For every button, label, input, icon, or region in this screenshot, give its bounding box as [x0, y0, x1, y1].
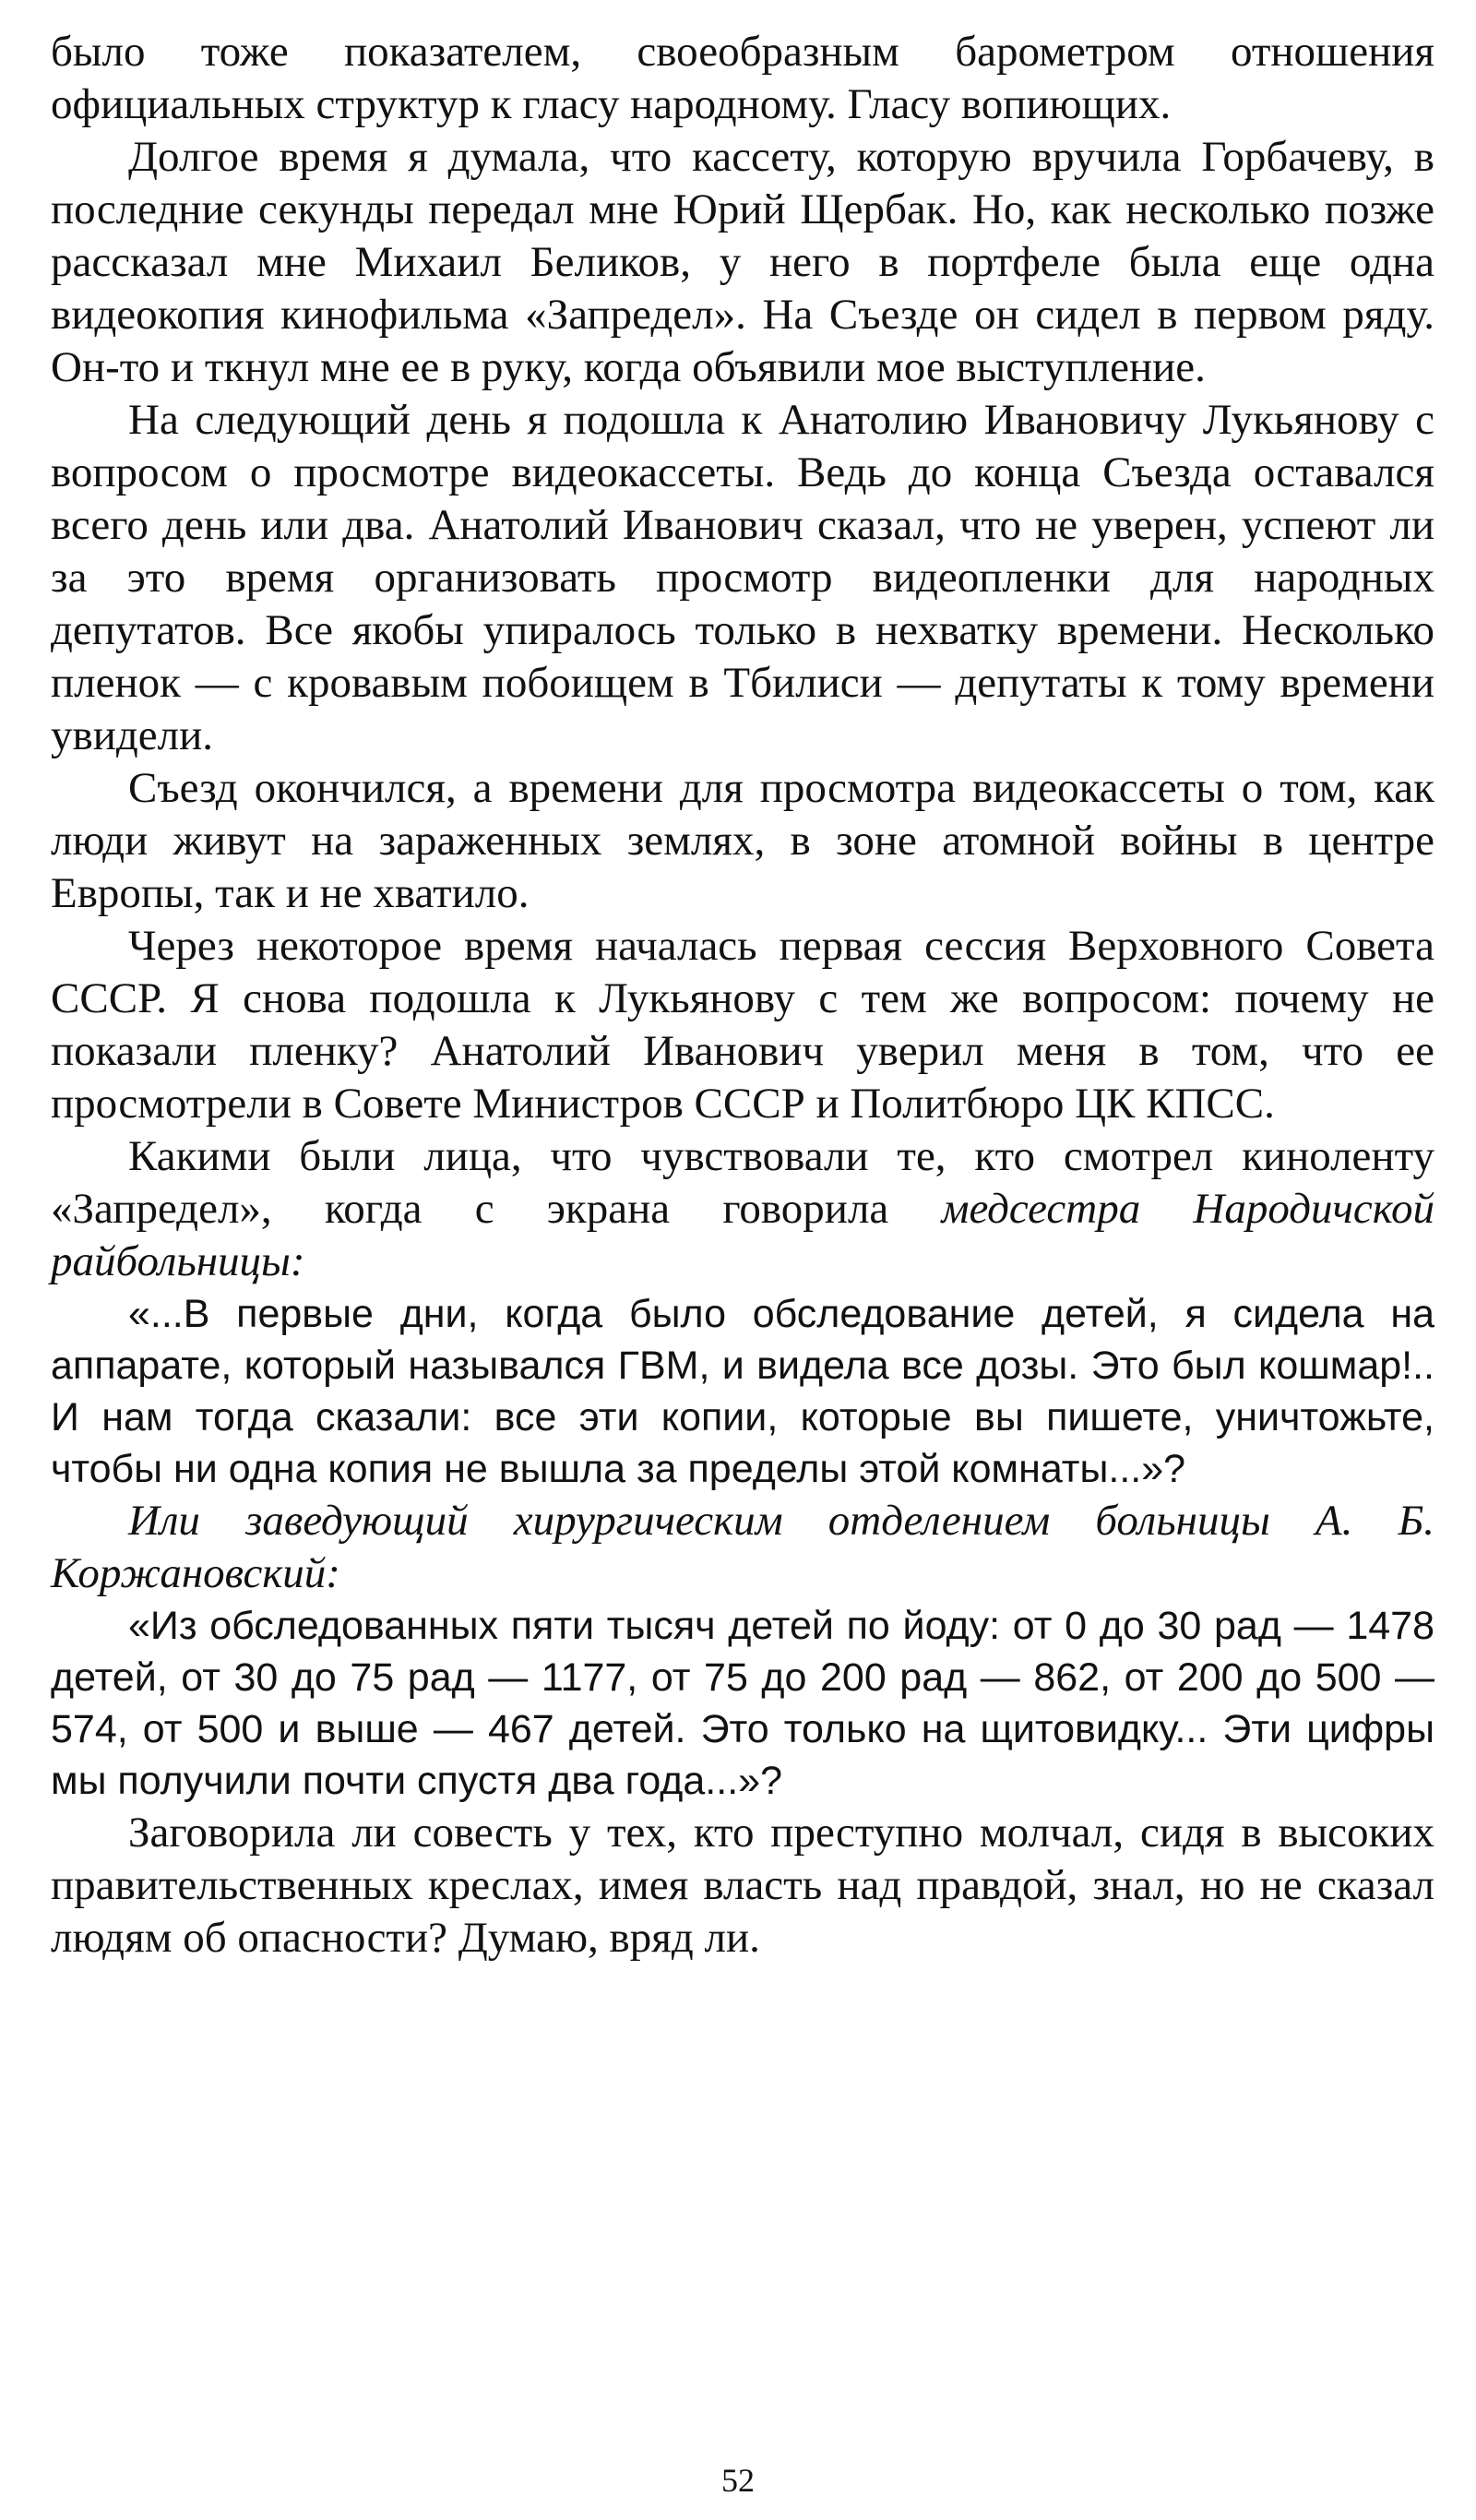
- faces-text: Какими были лица, что чувствовали те, кто смотрел киноленту «Запредел», когда с экрана говорила: [51, 1132, 1434, 1233]
- paragraph-cassette: Долгое время я думала, что кассету, которую вручила Горбачеву, в последние секунды передал мне Юрий Щербак. Но, как несколько позже рассказал мне Михаил Беликов, у него в портфеле была еще одна видеокопия кинофильма «Запредел». На Съезде он сидел в первом ряду. Он-то и ткнул мне ее в руку, когда объявили мое выступление.: [51, 133, 1434, 391]
- quote-surgeon: «Из обследованных пяти тысяч детей по йоду: от 0 до 30 рад — 1478 детей, от 30 до 75 рад — 1177, от 75 до 200 рад — 862, от 200 до 500 — 574, от 500 и выше — 467 детей. Это только на щитовидку... Эти цифры мы получили почти спустя два года...»?: [51, 1604, 1434, 1803]
- paragraph-supreme-soviet: Через некоторое время началась первая сессия Верховного Совета СССР. Я снова подошла к Лукьянову с тем же вопросом: почему не показали пленку? Анатолий Иванович уверил меня в том, что ее просмотрели в Совете Министров СССР и Политбюро ЦК КПСС.: [51, 922, 1434, 1128]
- paragraph-continuation: было тоже показателем, своеобразным барометром отношения официальных структур к гласу народному. Гласу вопиющих.: [51, 28, 1434, 128]
- paragraph-congress-ended: Съезд окончился, а времени для просмотра видеокассеты о том, как люди живут на зараженных землях, в зоне атомной войны в центре Европы, так и не хватило.: [51, 764, 1434, 917]
- quote-nurse: «...В первые дни, когда было обследование детей, я сидела на аппарате, который назывался ГВМ, и видела все дозы. Это был кошмар!.. И нам тогда сказали: все эти копии, которые вы пишете, уничтожьте, чтобы ни одна копия не вышла за пределы этой комнаты...»?: [51, 1292, 1434, 1491]
- page-body: [51, 26, 1434, 1965]
- paragraph-lukyanov: На следующий день я подошла к Анатолию Ивановичу Лукьянову с вопросом о просмотре видеокассеты. Ведь до конца Съезда оставался всего день или два. Анатолий Иванович сказал, что не уверен, успеют ли за это время организовать просмотр видеопленки для народных депутатов. Все якобы упиралось только в нехватку времени. Несколько пленок — с кровавым побоищем в Тбилиси — депутаты к тому времени увидели.: [51, 396, 1434, 759]
- paragraph-conscience: Заговорила ли совесть у тех, кто преступно молчал, сидя в высоких правительственных креслах, имея власть над правдой, знал, но не сказал людям об опасности? Думаю, вряд ли.: [51, 1809, 1434, 1962]
- paragraph-faces: [51, 1130, 1434, 1288]
- speaker-nurse: медсестра Народичской райбольницы:: [51, 1185, 1434, 1285]
- speaker-surgeon: Или заведующий хирургическим отделением больницы А. Б. Коржановский:: [51, 1497, 1434, 1597]
- page-number: 52: [721, 2462, 755, 2499]
